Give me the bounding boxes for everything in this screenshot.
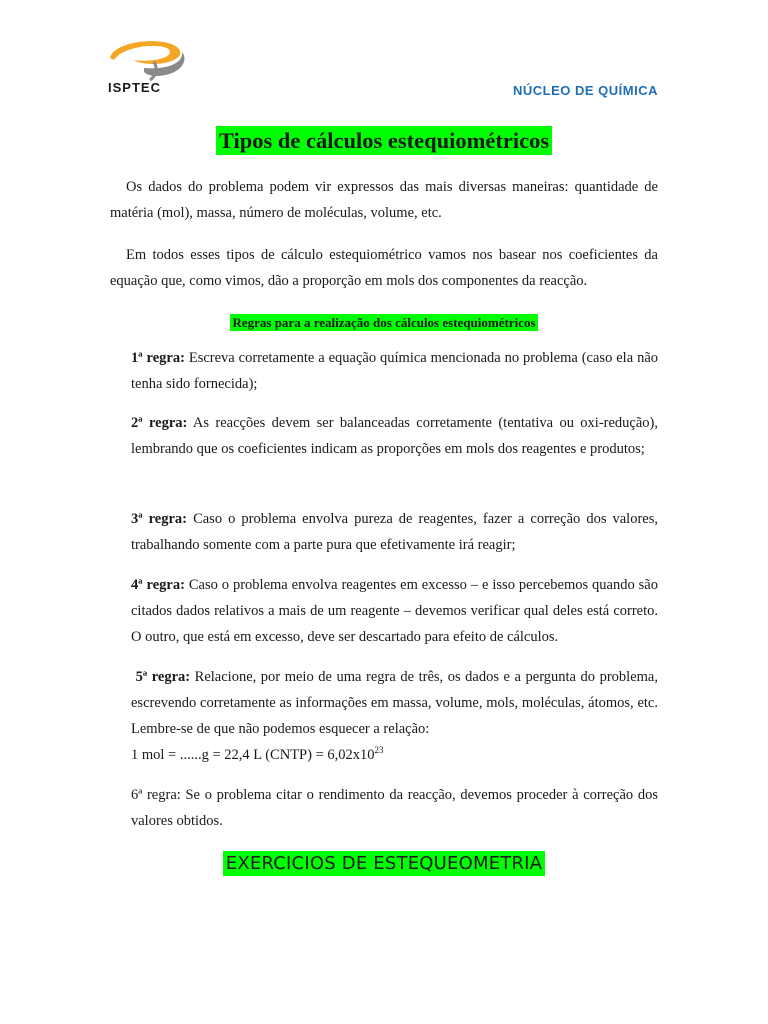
rule-6 [131,782,658,834]
rule-1 [131,345,658,397]
rule-1-text: Escreva corretamente a equação química mencionada no problema (caso ela não tenha sido fornecida); [131,350,659,392]
rule-4 [131,572,658,650]
logo-text: ISPTEC [108,80,161,95]
paragraph-1-text: Os dados do problema podem vir expressos das mais diversas maneiras: quantidade de matéria (mol), massa, número de moléculas, volume, etc. [110,179,658,221]
rule-3-text: Caso o problema envolva pureza de reagentes, fazer a correção dos valores, trabalhando somente com a parte pura que efetivamente irá reagir; [131,511,658,553]
rule-3 [131,506,658,558]
paragraph-2-text: Em todos esses tipos de cálculo estequiométrico vamos nos basear nos coeficientes da equação que, como vimos, dão a proporção em mols dos componentes da reacção. [110,247,658,289]
exercises-heading [0,853,768,874]
rule-4-text: Caso o problema envolva reagentes em excesso – e isso percebemos quando são citados dados relativos a mais de um reagente – devemos verificar qual deles está correto. O outro, que está em excesso, deve ser descartado para efeito de cálculos. [131,577,658,645]
rule-5-formula-exponent: 23 [374,745,384,756]
logo-swoosh-icon [104,38,194,84]
rule-1-label: 1ª regra: [131,350,185,366]
page-title-text: Tipos de cálculos estequiométricos [216,126,552,155]
page-title [0,128,768,154]
rule-5-label: 5ª regra: [135,669,191,685]
rule-5 [131,664,658,768]
rule-5-formula: 1 mol = ......g = 22,4 L (CNTP) = 6,02x10 [131,747,375,763]
rule-2-label: 2ª regra: [131,415,188,431]
department-label: NÚCLEO DE QUÍMICA [513,83,658,98]
paragraph-1 [110,174,658,226]
isptec-logo [104,38,194,104]
rule-2-text: As reacções devem ser balanceadas corretamente (tentativa ou oxi-redução), lembrando que os coeficientes indicam as proporções em mols dos reagentes e produtos; [131,415,658,457]
rules-subtitle-text: Regras para a realização dos cálculos estequiométricos [232,315,536,330]
rule-4-label: 4ª regra: [131,577,185,593]
rules-subtitle [0,314,768,332]
paragraph-2 [110,242,658,294]
rule-6-text: 6ª regra: Se o problema citar o rendimento da reacção, devemos proceder à correção dos valores obtidos. [131,787,658,829]
rule-5-text: Relacione, por meio de uma regra de três, os dados e a pergunta do problema, escrevendo corretamente as informações em massa, volume, mols, moléculas, átomos, etc. Lembre-se de que não podemos esquecer a relação: [131,669,658,737]
exercises-heading-text: EXERCICIOS DE ESTEQUEOMETRIA [223,851,545,876]
rule-3-label: 3ª regra: [131,511,188,527]
rule-2 [131,410,658,462]
